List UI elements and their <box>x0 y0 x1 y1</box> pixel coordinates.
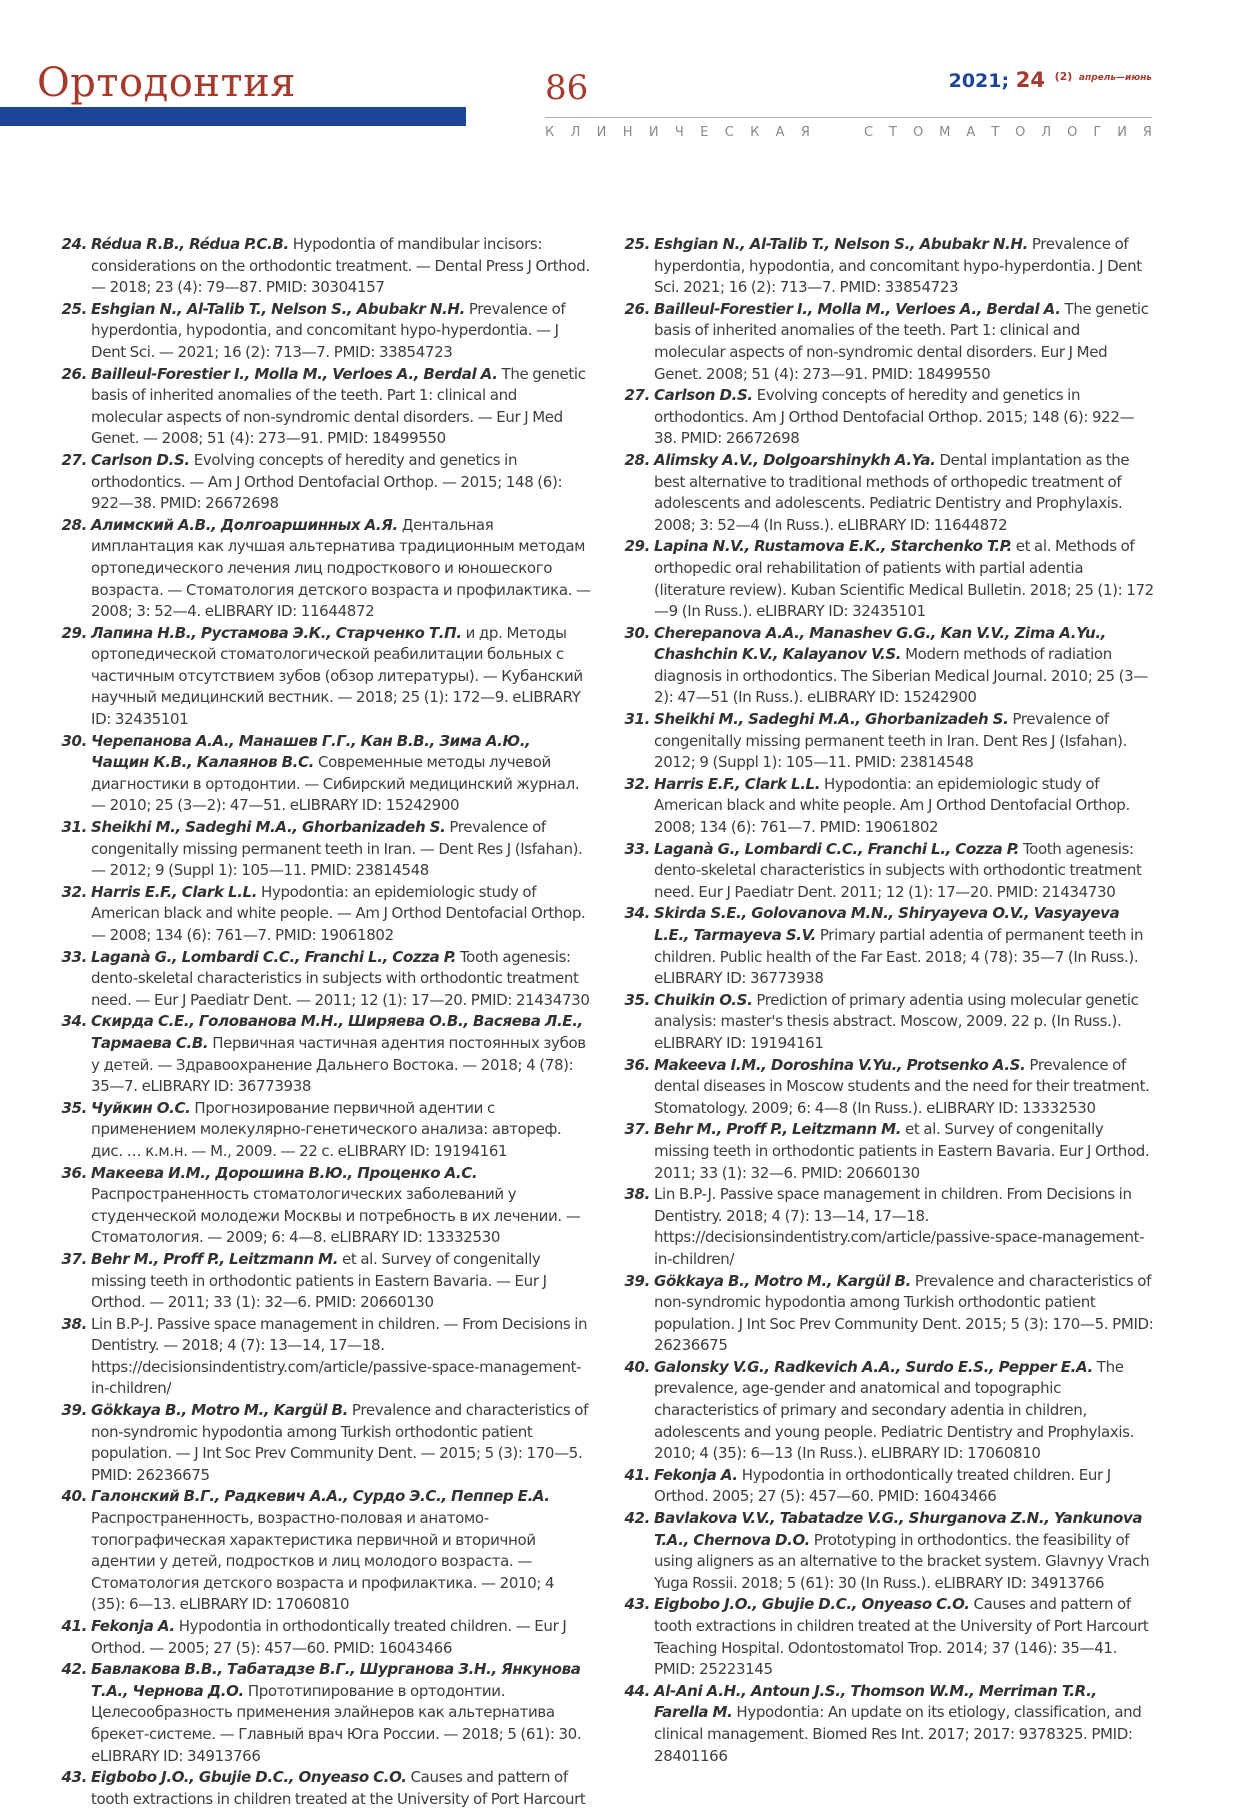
journal-letter: О <box>1067 125 1078 140</box>
reference-text: Tooth agenesis: dento-skeletal characteristics in subjects with orthodontic treatment need. — Eur J Paediatr Dent. — 2011; 12 (1): 17—20. PMID: 21434730 <box>91 947 590 1009</box>
section-title-bar <box>0 107 466 126</box>
reference-text: Hypodontia of mandibular incisors: considerations on the orthodontic treatment. — Dental Press J Orthod. — 2018; 23 (4): 79—87. PMID: 30304157 <box>91 235 590 297</box>
journal-letter: И <box>596 125 607 140</box>
reference-number: 32. <box>624 774 650 793</box>
reference-text: Prediction of primary adentia using molecular genetic analysis: master's thesis abstract. Moscow, 2009. 22 p. (In Russ.). eLIBRARY ID: 19194161 <box>654 990 1139 1052</box>
journal-letter: К <box>545 125 555 140</box>
reference-number: 26. <box>61 364 87 383</box>
reference-number: 29. <box>624 537 650 556</box>
reference-item <box>61 299 592 364</box>
reference-text: Prevalence of hyperdontia, hypodontia, and concomitant hypo-hyperdontia. J Dent Sci. 2021; 16 (2): 713—7. PMID: 33854723 <box>654 235 1142 297</box>
reference-number: 33. <box>624 839 650 858</box>
reference-authors: Sheikhi M., Sadeghi M.A., Ghorbanizadeh S. <box>91 818 446 837</box>
reference-item <box>624 450 1154 536</box>
reference-number: 28. <box>61 515 87 534</box>
reference-number: 36. <box>624 1055 650 1074</box>
journal-letter: Е <box>700 125 709 140</box>
reference-authors: Bailleul-Forestier I., Molla M., Verloes A., Berdal A. <box>654 299 1061 318</box>
reference-number: 31. <box>61 818 87 837</box>
reference-number: 32. <box>61 882 87 901</box>
reference-text: Tooth agenesis: dento-skeletal characteristics in subjects with orthodontic treatment need. Eur J Paediatr Dent. 2011; 12 (1): 17—20. PMID: 21434730 <box>654 839 1142 901</box>
reference-text: Prevalence and characteristics of non-syndromic hypodontia among Turkish orthodontic patient population. — J Int Soc Prev Community Dent. — 2015; 5 (3): 170—5. PMID: 26236675 <box>91 1401 589 1484</box>
reference-item <box>624 1508 1154 1594</box>
reference-authors: Eigbobo J.O., Gbujie D.C., Onyeaso C.O. <box>654 1595 970 1614</box>
journal-word-dentistry <box>864 125 1152 140</box>
reference-number: 24. <box>61 235 87 253</box>
reference-authors: Eigbobo J.O., Gbujie D.C., Onyeaso C.O. <box>91 1768 407 1787</box>
reference-item <box>624 536 1154 622</box>
journal-word-clinical <box>545 125 810 140</box>
section-title: Ортодонтия <box>37 60 297 106</box>
reference-number: 43. <box>624 1595 650 1614</box>
reference-item <box>61 1249 592 1314</box>
reference-text: Hypodontia in orthodontically treated children. — Eur J Orthod. — 2005; 27 (5): 457—60. PMID: 16043466 <box>91 1617 567 1657</box>
reference-text: Lin B.P-J. Passive space management in children. From Decisions in Dentistry. 2018; 4 (7): 13—14, 17—18. https://decisionsindentistry.com/article/passive-space-management-in-children/ <box>654 1185 1145 1268</box>
reference-authors: Алимский А.В., Долгоаршинных А.Я. <box>91 515 398 534</box>
reference-number: 27. <box>61 450 87 469</box>
reference-item <box>624 1271 1154 1357</box>
reference-authors: Galonsky V.G., Radkevich A.A., Surdo E.S., Pepper E.A. <box>654 1357 1093 1376</box>
reference-item <box>61 947 592 1012</box>
reference-text: Prevalence and characteristics of non-syndromic hypodontia among Turkish orthodontic patient population. J Int Soc Prev Community Dent. 2015; 5 (3): 170—5. PMID: 26236675 <box>654 1271 1154 1355</box>
reference-item <box>61 731 592 817</box>
reference-authors: Chuikin O.S. <box>654 990 753 1009</box>
reference-number: 40. <box>61 1487 87 1506</box>
reference-text: et al. Methods of orthopedic oral rehabilitation of patients with partial adentia (literature review). Kuban Scientific Medical Bulletin. 2018; 25 (1): 172—9 (In Russ.). eLIBRARY ID: 32435101 <box>654 537 1154 621</box>
reference-authors: Sheikhi M., Sadeghi M.A., Ghorbanizadeh S. <box>654 710 1009 729</box>
journal-letter: М <box>939 125 951 140</box>
reference-item <box>61 234 592 299</box>
reference-item <box>61 450 592 515</box>
journal-letter: Я <box>800 125 810 140</box>
journal-letter: Я <box>1142 125 1152 140</box>
issue-volume: 24 <box>1015 68 1045 92</box>
reference-authors: Carlson D.S. <box>654 386 753 405</box>
reference-text: The genetic basis of inherited anomalies of the teeth. Part 1: clinical and molecular aspects of non-syndromic dental disorders. — Eur J Med Genet. — 2008; 51 (4): 273—91. PMID: 18499550 <box>91 364 586 448</box>
reference-authors: Бавлакова В.В., Табатадзе В.Г., Шурганова З.Н., Янкунова Т.А., Чернова Д.О. <box>91 1660 581 1700</box>
reference-item <box>61 1163 592 1249</box>
reference-authors: Gökkaya B., Motro M., Kargül B. <box>654 1271 911 1290</box>
reference-item <box>624 299 1154 385</box>
reference-authors: Behr M., Proff P., Leitzmann M. <box>654 1120 902 1139</box>
reference-number: 44. <box>624 1681 650 1700</box>
header-rule <box>545 117 1152 118</box>
issue-year: 2021; <box>948 70 1010 92</box>
reference-authors: Carlson D.S. <box>91 450 190 469</box>
reference-item <box>61 364 592 450</box>
reference-number: 36. <box>61 1163 87 1182</box>
reference-text: Hypodontia: An update on its etiology, classification, and clinical management. Biomed Res Int. 2017; 2017: 9378325. PMID: 28401166 <box>654 1703 1142 1765</box>
reference-text: Распространенность стоматологических заболеваний у студенческой молодежи Москвы и потребность в их лечении. — Стоматология. — 2009; 6: 4—8. eLIBRARY ID: 13332530 <box>91 1185 581 1247</box>
journal-letter: И <box>1117 125 1127 140</box>
reference-item <box>61 882 592 947</box>
reference-item <box>624 623 1154 709</box>
reference-text: и др. Методы ортопедической стоматологической реабилитации больных с частичным отсутствием зубов (обзор литературы). — Кубанский научный медицинский вестник. — 2018; 25 (1): 172—9. eLIBRARY ID: 32435101 <box>91 623 583 729</box>
reference-text: Дентальная имплантация как лучшая альтернатива традиционным методам ортопедического лечения лиц подросткового и юношеского возраста. — Стоматология детского возраста и профилактика. — 2008; 3: 52—4. eLIBRARY ID: 11644872 <box>91 515 591 621</box>
reference-number: 37. <box>61 1249 87 1268</box>
reference-number: 39. <box>624 1271 650 1290</box>
journal-letter: Т <box>991 125 1000 140</box>
reference-authors: Fekonja A. <box>91 1617 175 1635</box>
reference-item <box>624 839 1154 904</box>
reference-item <box>624 1465 1154 1508</box>
reference-item <box>624 903 1154 989</box>
reference-number: 28. <box>624 450 650 469</box>
reference-number: 38. <box>624 1185 650 1204</box>
reference-text: Hypodontia: an epidemiologic study of American black and white people. — Am J Orthod Dentofacial Orthop. — 2008; 134 (6): 761—7. PMID: 19061802 <box>91 882 586 944</box>
reference-text: Прогнозирование первичной адентии с применением молекулярно-генетического анализа: автореф. дис. … к.м.н. — М., 2009. — 22 с. eLIBRARY ID: 19194161 <box>91 1098 562 1160</box>
reference-text: Hypodontia: an epidemiologic study of American black and white people. Am J Orthod Dentofacial Orthop. 2008; 134 (6): 761—7. PMID: 19061802 <box>654 774 1130 837</box>
reference-number: 41. <box>61 1617 87 1635</box>
reference-item <box>624 1357 1154 1465</box>
reference-authors: Harris E.F., Clark L.L. <box>654 774 821 793</box>
reference-authors: Галонский В.Г., Радкевич А.А., Сурдо Э.С., Пеппер Е.А. <box>91 1487 550 1506</box>
reference-item <box>624 1119 1154 1184</box>
reference-authors: Laganà G., Lombardi C.C., Franchi L., Cozza P. <box>91 947 456 966</box>
reference-number: 30. <box>61 731 87 750</box>
reference-item <box>61 1767 592 1810</box>
reference-authors: Eshgian N., Al-Talib T., Nelson S., Abubakr N.H. <box>91 299 465 318</box>
reference-text: The prevalence, age-gender and anatomical and topographic characteristics of primary and secondary adentia in children, adolescents and young people. Pediatric Dentistry and Prophylaxis. 2010; 4 (35): 6—13 (In Russ.). eLIBRARY ID: 17060810 <box>654 1357 1135 1463</box>
reference-authors: Fekonja A. <box>654 1465 738 1484</box>
reference-text: Prevalence of dental diseases in Moscow students and the need for their treatment. Stomatology. 2009; 6: 4—8 (In Russ.). eLIBRARY ID: 13332530 <box>654 1055 1150 1117</box>
reference-number: 30. <box>624 623 650 642</box>
journal-name <box>545 125 1152 140</box>
reference-text: Современные методы лучевой диагностики в ортодонтии. — Сибирский медицинский журнал. — 2010; 25 (3—2): 47—51. eLIBRARY ID: 15242900 <box>91 753 580 815</box>
reference-number: 25. <box>61 299 87 318</box>
reference-authors: Al-Ani A.H., Antoun J.S., Thomson W.M., Merriman T.R., Farella M. <box>654 1681 1097 1722</box>
reference-text: Первичная частичная адентия постоянных зубов у детей. — Здравоохранение Дальнего Востока. — 2018; 4 (78): 35—7. eLIBRARY ID: 36773938 <box>91 1033 586 1096</box>
reference-number: 42. <box>624 1509 650 1528</box>
reference-item <box>624 234 1154 299</box>
reference-text: Hypodontia in orthodontically treated children. Eur J Orthod. 2005; 27 (5): 457—60. PMID: 16043466 <box>654 1465 1111 1506</box>
reference-number: 35. <box>61 1098 87 1117</box>
reference-item <box>61 817 592 882</box>
reference-number: 37. <box>624 1120 650 1139</box>
reference-item <box>61 1400 592 1486</box>
journal-letter: Л <box>570 125 581 140</box>
reference-item <box>61 623 592 731</box>
reference-number: 39. <box>61 1401 87 1420</box>
reference-item <box>624 990 1154 1055</box>
reference-text: et al. Survey of congenitally missing teeth in orthodontic patients in Eastern Bavaria. — Eur J Orthod. — 2011; 33 (1): 32—6. PMID: 20660130 <box>91 1249 547 1312</box>
reference-authors: Makeeva I.M., Doroshina V.Yu., Protsenko A.S. <box>654 1055 1026 1074</box>
reference-number: 31. <box>624 710 650 729</box>
reference-number: 40. <box>624 1357 650 1376</box>
journal-letter: Н <box>622 125 633 140</box>
reference-item <box>624 709 1154 774</box>
reference-text: Evolving concepts of heredity and genetics in orthodontics. — Am J Orthod Dentofacial Orthop. — 2015; 148 (6): 922—38. PMID: 26672698 <box>91 450 563 513</box>
reference-number: 34. <box>61 1012 87 1031</box>
reference-item <box>624 1055 1154 1120</box>
reference-authors: Eshgian N., Al-Talib T., Nelson S., Abubakr N.H. <box>654 235 1028 253</box>
reference-item <box>61 1486 592 1616</box>
reference-text: The genetic basis of inherited anomalies of the teeth. Part 1: clinical and molecular aspects of non-syndromic dental disorders. Eur J Med Genet. 2008; 51 (4): 273—91. PMID: 18499550 <box>654 299 1149 383</box>
reference-number: 41. <box>624 1465 650 1484</box>
issue-info <box>949 68 1152 92</box>
journal-letter: К <box>750 125 760 140</box>
reference-number: 43. <box>61 1768 87 1787</box>
reference-text: Prevalence of hyperdontia, hypodontia, and concomitant hypo-hyperdontia. — J Dent Sci. — 2021; 16 (2): 713—7. PMID: 33854723 <box>91 299 566 361</box>
reference-item <box>61 1011 592 1097</box>
reference-number: 35. <box>624 990 650 1009</box>
reference-authors: Cherepanova A.A., Manashev G.G., Kan V.V., Zima A.Yu., Chashchin K.V., Kalayanov V.S. <box>654 623 1107 664</box>
reference-authors: Скирда С.Е., Голованова М.Н., Ширяева О.В., Васяева Л.Е., Тармаева С.В. <box>91 1012 583 1052</box>
journal-letter: О <box>912 125 924 140</box>
journal-letter: С <box>864 125 874 140</box>
reference-number: 42. <box>61 1660 87 1679</box>
reference-authors: Skirda S.E., Golovanova M.N., Shiryayeva O.V., Vasyayeva L.E., Tarmayeva S.V. <box>654 904 1120 944</box>
reference-text: Primary partial adentia of permanent teeth in children. Public health of the Far East. 2018; 4 (78): 35—7 (In Russ.). eLIBRARY ID: 36773938 <box>654 926 1144 988</box>
reference-authors: Чуйкин О.С. <box>91 1098 191 1117</box>
reference-item <box>61 515 592 623</box>
references-column-left <box>61 234 592 1810</box>
reference-item <box>61 1098 592 1163</box>
reference-authors: Alimsky A.V., Dolgoarshinykh A.Ya. <box>654 450 936 469</box>
reference-authors: Bailleul-Forestier I., Molla M., Verloes A., Berdal A. <box>91 364 498 383</box>
reference-text: et al. Survey of congenitally missing teeth in orthodontic patients in Eastern Bavaria. Eur J Orthod. 2011; 33 (1): 32—6. PMID: 20660130 <box>654 1120 1150 1182</box>
reference-number: 26. <box>624 299 650 318</box>
reference-text: Lin B.P-J. Passive space management in children. — From Decisions in Dentistry. — 2018; 4 (7): 13—14, 17—18. https://decisionsindentistry.com/article/passive-space-management-in-children/ <box>91 1314 588 1398</box>
reference-text: Распространенность, возрастно-половая и анатомо-топографическая характеристика первичной и вторичной адентии у детей, подростков и лиц молодого возраста. — Стоматология детского возраста и профилактика. — 2010; 4 (35): 6—13. eLIBRARY ID: 17060810 <box>91 1509 555 1614</box>
issue-period: апрель—июнь <box>1078 73 1152 83</box>
reference-text: Prevalence of congenitally missing permanent teeth in Iran. — Dent Res J (Isfahan). — 2012; 9 (Suppl 1): 105—11. PMID: 23814548 <box>91 818 583 880</box>
reference-item <box>61 1616 592 1659</box>
reference-authors: Rédua R.B., Rédua P.C.B. <box>91 235 289 253</box>
reference-authors: Harris E.F., Clark L.L. <box>91 882 258 901</box>
reference-item <box>61 1659 592 1767</box>
reference-authors: Макеева И.М., Дорошина В.Ю., Проценко А.С. <box>91 1163 478 1182</box>
reference-item <box>624 1184 1154 1270</box>
reference-item <box>624 1594 1154 1680</box>
reference-authors: Behr M., Proff P., Leitzmann M. <box>91 1249 339 1268</box>
reference-authors: Лапина Н.В., Рустамова Э.К., Старченко Т.П. <box>91 623 462 642</box>
reference-text: Dental implantation as the best alternative to traditional methods of orthopedic treatment of adolescents and adolescents. Pediatric Dentistry and Prophylaxis. 2008; 3: 52—4 (In Russ.). eLIBRARY ID: 11644872 <box>654 450 1130 534</box>
reference-authors: Laganà G., Lombardi C.C., Franchi L., Cozza P. <box>654 839 1019 858</box>
reference-text: Prototyping in orthodontics. the feasibility of using aligners as an alternative to the bracket system. Glavnyy Vrach Yuga Rossii. 2018; 5 (61): 30 (In Russ.). eLIBRARY ID: 34913766 <box>654 1530 1150 1592</box>
reference-text: Prevalence of congenitally missing permanent teeth in Iran. Dent Res J (Isfahan). 2012; 9 (Suppl 1): 105—11. PMID: 23814548 <box>654 710 1128 772</box>
journal-letter: И <box>648 125 659 140</box>
journal-letter: Т <box>889 125 897 140</box>
reference-text: Прототипирование в ортодонтии. Целесообразность применения элайнеров как альтернатива брекет-системе. — Главный врач Юга России. — 2018; 5 (61): 30. eLIBRARY ID: 34913766 <box>91 1681 582 1765</box>
reference-text: Causes and pattern of tooth extractions in children treated at the University of Port Harcourt <box>91 1768 586 1808</box>
reference-item <box>61 1314 592 1400</box>
reference-authors: Черепанова А.А., Манашев Г.Г., Кан В.В., Зима А.Ю., Чащин К.В., Калаянов В.С. <box>91 731 531 772</box>
reference-number: 29. <box>61 623 87 642</box>
reference-text: Causes and pattern of tooth extractions in children treated at the University of Port Harcourt Teaching Hospital. Odontostomatol Trop. 2014; 37 (146): 35—41. PMID: 25223145 <box>654 1595 1149 1679</box>
reference-text: Modern methods of radiation diagnosis in orthodontics. The Siberian Medical Journal. 2010; 25 (3—2): 47—51 (In Russ.). eLIBRARY ID: 15242900 <box>654 645 1149 707</box>
journal-letter: С <box>724 125 734 140</box>
journal-letter: А <box>775 125 785 140</box>
journal-letter: Л <box>1041 125 1052 140</box>
reference-authors: Bavlakova V.V., Tabatadze V.G., Shurganova Z.N., Yankunova T.A., Chernova D.O. <box>654 1509 1143 1549</box>
reference-authors: Lapina N.V., Rustamova E.K., Starchenko T.P. <box>654 537 1012 556</box>
reference-text: Evolving concepts of heredity and genetics in orthodontics. Am J Orthod Dentofacial Orthop. 2015; 148 (6): 922—38. PMID: 26672698 <box>654 386 1135 448</box>
reference-number: 38. <box>61 1314 87 1333</box>
reference-number: 33. <box>61 947 87 966</box>
reference-item <box>624 1681 1154 1767</box>
references-column-right <box>624 234 1154 1767</box>
journal-letter: А <box>966 125 976 140</box>
page-number: 86 <box>545 68 589 108</box>
journal-letter: О <box>1015 125 1026 140</box>
journal-letter: Ч <box>674 125 684 140</box>
reference-item <box>624 385 1154 450</box>
reference-item <box>624 774 1154 839</box>
reference-number: 25. <box>624 235 650 253</box>
reference-number: 27. <box>624 386 650 405</box>
reference-number: 34. <box>624 904 650 923</box>
reference-authors: Gökkaya B., Motro M., Kargül B. <box>91 1401 348 1420</box>
issue-number: (2) <box>1054 70 1073 83</box>
journal-letter: Г <box>1093 125 1102 140</box>
